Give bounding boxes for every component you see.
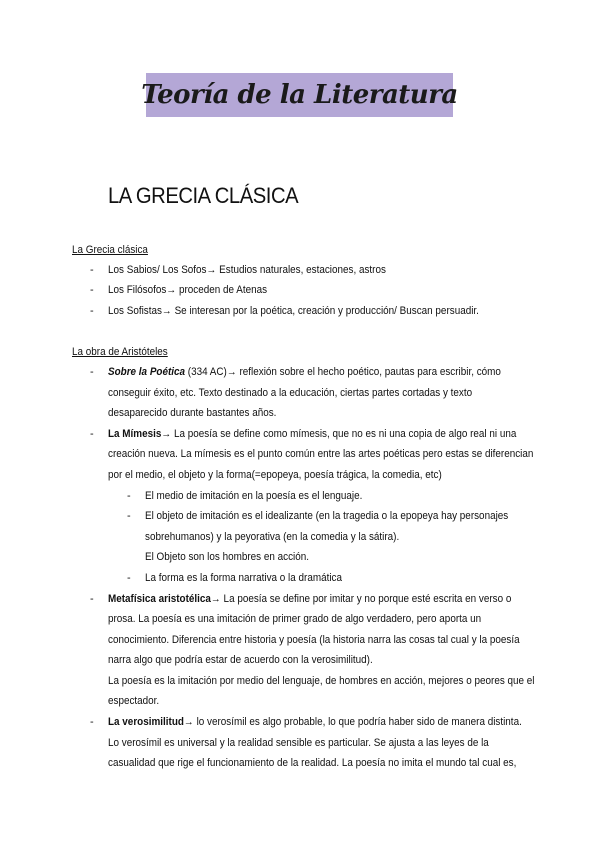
metafisica-line: narra algo que podría estar de acuerdo con la verosimilitud). <box>108 654 373 666</box>
list-dash: - <box>90 428 94 440</box>
poetica-line: desaparecido durante bastantes años. <box>108 407 277 419</box>
section-heading: LA GRECIA CLÁSICA <box>108 183 299 208</box>
term-verosimilitud: La verosimilitud <box>108 716 184 728</box>
term-metafisica: Metafísica aristotélica <box>108 593 211 605</box>
term-mimesis: La Mímesis <box>108 428 162 440</box>
list-item-verosimilitud <box>108 712 522 733</box>
list-item-poetica <box>108 362 501 383</box>
sublist-item-cont: sobrehumanos) y la peyorativa (en la comedia y la sátira). <box>145 531 400 543</box>
list-item-mimesis <box>108 424 516 445</box>
metafisica-line: conocimiento. Diferencia entre historia y poesía (la historia narra las cosas tal cual y la poesía <box>108 634 520 646</box>
metafisica-line: espectador. <box>108 695 160 707</box>
list-dash: - <box>90 284 94 296</box>
metafisica-text: → La poesía se define por imitar y no porque esté escrita en verso o <box>210 593 512 605</box>
verosimilitud-text: → lo verosímil es algo probable, lo que podría haber sido de manera distinta. <box>183 716 522 728</box>
verosimilitud-line: casualidad que rige el funcionamiento de la realidad. La poesía no imita el mundo tal cual es, <box>108 757 517 769</box>
sublist-item: La forma es la forma narrativa o la dramática <box>145 572 342 584</box>
sublist-dash: - <box>127 490 131 502</box>
term-poetica: Sobre la Poética <box>108 366 186 378</box>
list-dash: - <box>90 264 94 276</box>
list-dash: - <box>90 305 94 317</box>
verosimilitud-line: Lo verosímil es universal y la realidad sensible es particular. Se ajusta a las leyes de la <box>108 737 489 749</box>
sublist-dash: - <box>127 572 131 584</box>
list-item: Los Sofistas→ Se interesan por la poética, creación y producción/ Buscan persuadir. <box>108 305 479 317</box>
list-dash: - <box>90 366 94 378</box>
metafisica-line: La poesía es la imitación por medio del lenguaje, de hombres en acción, mejores o peores que el <box>108 675 535 687</box>
list-dash: - <box>90 716 94 728</box>
mimesis-text: → La poesía se define como mímesis, que no es ni una copia de algo real ni una <box>161 428 517 440</box>
metafisica-line: prosa. La poesía es una imitación de primer grado de algo verdadero, pero aporta un <box>108 613 482 625</box>
sublist-dash: - <box>127 510 131 522</box>
list-item-metafisica <box>108 589 511 610</box>
list-dash: - <box>90 593 94 605</box>
list-item: Los Sabios/ Los Sofos→ Estudios naturales, estaciones, astros <box>108 264 386 276</box>
subsection-title-grecia: La Grecia clásica <box>72 244 148 256</box>
poetica-text: (334 AC)→ reflexión sobre el hecho poético, pautas para escribir, cómo <box>185 366 501 378</box>
mimesis-line: creación nueva. La mímesis es el punto común entre las artes poéticas pero estas se diferencian <box>108 448 534 460</box>
subsection-title-aristoteles: La obra de Aristóteles <box>72 346 168 358</box>
list-item: Los Filósofos→ proceden de Atenas <box>108 284 268 296</box>
sublist-item: El objeto de imitación es el idealizante (en la tragedia o la epopeya hay personajes <box>145 510 509 522</box>
sublist-item: El medio de imitación en la poesía es el lenguaje. <box>145 490 363 502</box>
mimesis-line: por el medio, el objeto y la forma(=epopeya, poesía trágica, la comedia, etc) <box>108 469 442 481</box>
poetica-line: conseguir éxito, etc. Texto destinado a la educación, ciertas partes cortadas y texto <box>108 387 473 399</box>
document-title: Teoría de la Literatura <box>141 80 458 110</box>
title-highlight <box>141 73 458 117</box>
sublist-item-cont: El Objeto son los hombres en acción. <box>145 551 309 563</box>
